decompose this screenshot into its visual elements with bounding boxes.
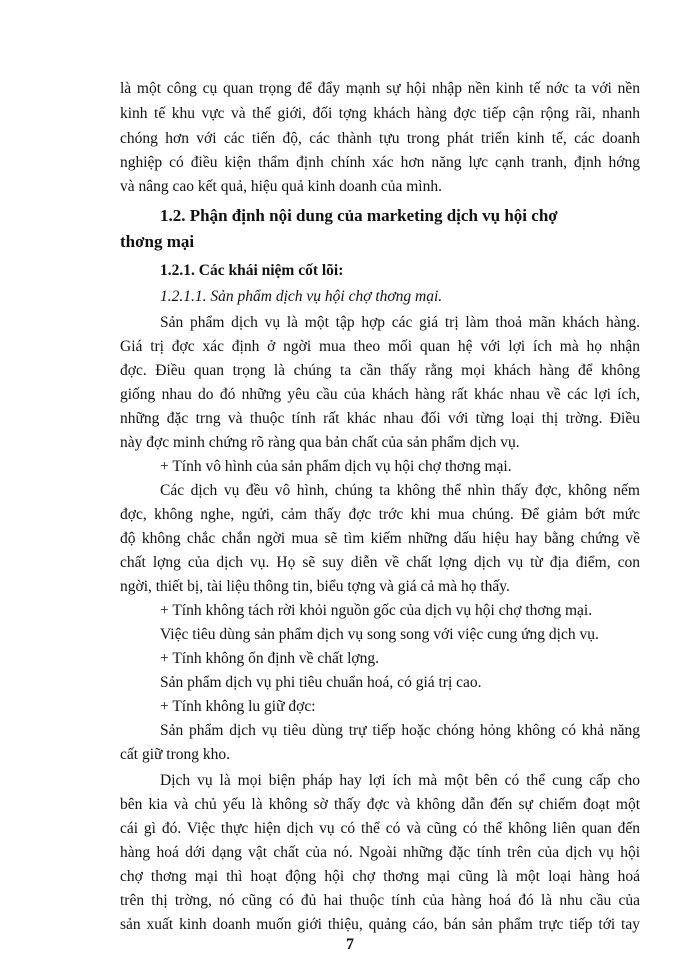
- text-line: nghiệp có điều kiện thẩm định chính xác hơn năng lực cạnh tranh, định hớng: [120, 154, 640, 171]
- text-line: những đặc trng và thuộc tính rất khác nhau đối với từng loại thị trờng. Điều: [120, 410, 640, 427]
- bullet-heading: + Tính không tách rời khỏi nguồn gốc của dịch vụ hội chợ thơng mại.: [160, 602, 593, 619]
- text-line: bên kia và chủ yếu là không sờ thấy đợc và không dẫn đến sự chiếm đoạt một: [120, 796, 640, 813]
- text-line: và nâng cao kết quả, hiệu quả kinh doanh của mình.: [120, 178, 442, 195]
- section-heading-continuation: thơng mại: [120, 232, 195, 251]
- text-line: trên thị trờng, nó cũng có đủ hai thuộc tính của hàng hoá đó là nhu cầu của: [120, 892, 640, 909]
- text-line: cất giữ trong kho.: [120, 746, 230, 763]
- text-line: kinh tế khu vực và thế giới, đối tợng khách hàng đợc tiếp cận rộng rãi, nhanh: [120, 105, 640, 122]
- text-line: Sản phẩm dịch vụ phi tiêu chuẩn hoá, có giá trị cao.: [160, 674, 482, 691]
- text-line: chất lợng của dịch vụ. Họ sẽ suy diễn về chất lợng dịch vụ từ địa điểm, con: [120, 554, 640, 571]
- text-line: sản xuất kinh doanh muốn giới thiệu, quảng cáo, bán sản phẩm trực tiếp tới tay: [120, 916, 640, 933]
- text-line: Giá trị đợc xác định ở ngời mua theo mối quan hệ với lợi ích mà họ nhận: [120, 338, 640, 355]
- section-heading: 1.2. Phận định nội dung của marketing dịch vụ hội chợ: [160, 206, 558, 225]
- text-line: độ không chắc chắn ngời mua sẽ tìm kiếm những dấu hiệu hay bằng chứng về: [120, 530, 640, 547]
- subsection-heading: 1.2.1. Các khái niệm cốt lõi:: [160, 262, 344, 279]
- text-line: chóng hơn với các tiến độ, các thành tựu trong phát triển kinh tế, các doanh: [120, 130, 640, 147]
- text-line: này đợc minh chứng rõ ràng qua bản chất của sản phẩm dịch vụ.: [120, 434, 520, 451]
- text-line: ngời, thiết bị, tài liệu thông tin, biểu tợng và giá cả mà họ thấy.: [120, 578, 510, 595]
- text-line: Sản phẩm dịch vụ tiêu dùng trự tiếp hoặc chóng hỏng không có khả năng: [160, 722, 640, 739]
- bullet-heading: + Tính không lu giữ đợc:: [160, 698, 316, 715]
- text-line: cái gì đó. Việc thực hiện dịch vụ có thể có và cũng có thể không liên quan đến: [120, 820, 640, 837]
- text-line: là một công cụ quan trọng để đẩy mạnh sự hội nhập nền kinh tế nớc ta với nền: [120, 80, 640, 97]
- bullet-heading: + Tính vô hình của sản phẩm dịch vụ hội chợ thơng mại.: [160, 458, 512, 475]
- text-line: giống nhau do đó những yêu cầu của khách hàng rất khác nhau về các lợi ích,: [120, 386, 640, 403]
- bullet-heading: + Tính không ổn định về chất lợng.: [160, 650, 379, 667]
- text-line: đợc, không nghe, ngửi, cảm thấy đợc trớc khi mua chúng. Để giảm bớt mức: [120, 506, 640, 523]
- text-line: Sản phẩm dịch vụ là một tập hợp các giá trị làm thoả mãn khách hàng.: [160, 314, 640, 331]
- text-line: Dịch vụ là mọi biện pháp hay lợi ích mà một bên có thể cung cấp cho: [160, 772, 640, 789]
- subsubsection-heading: 1.2.1.1. Sản phẩm dịch vụ hội chợ thơng mại.: [160, 288, 443, 305]
- text-line: đợc. Điều quan trọng là chúng ta cần thấy rằng mọi khách hàng để không: [120, 362, 640, 379]
- text-line: chợ thơng mại thì hoạt động hội chợ thơng mại cũng là một loại hàng hoá: [120, 868, 640, 885]
- text-line: Việc tiêu dùng sản phẩm dịch vụ song song với việc cung ứng dịch vụ.: [160, 626, 599, 643]
- text-line: Các dịch vụ đều vô hình, chúng ta không thể nhìn thấy đợc, không nếm: [160, 482, 640, 499]
- text-line: hàng hoá dới dạng vật chất của nó. Ngoài những đặc tính trên của dịch vụ hội: [120, 844, 640, 861]
- page-number: 7: [346, 936, 354, 953]
